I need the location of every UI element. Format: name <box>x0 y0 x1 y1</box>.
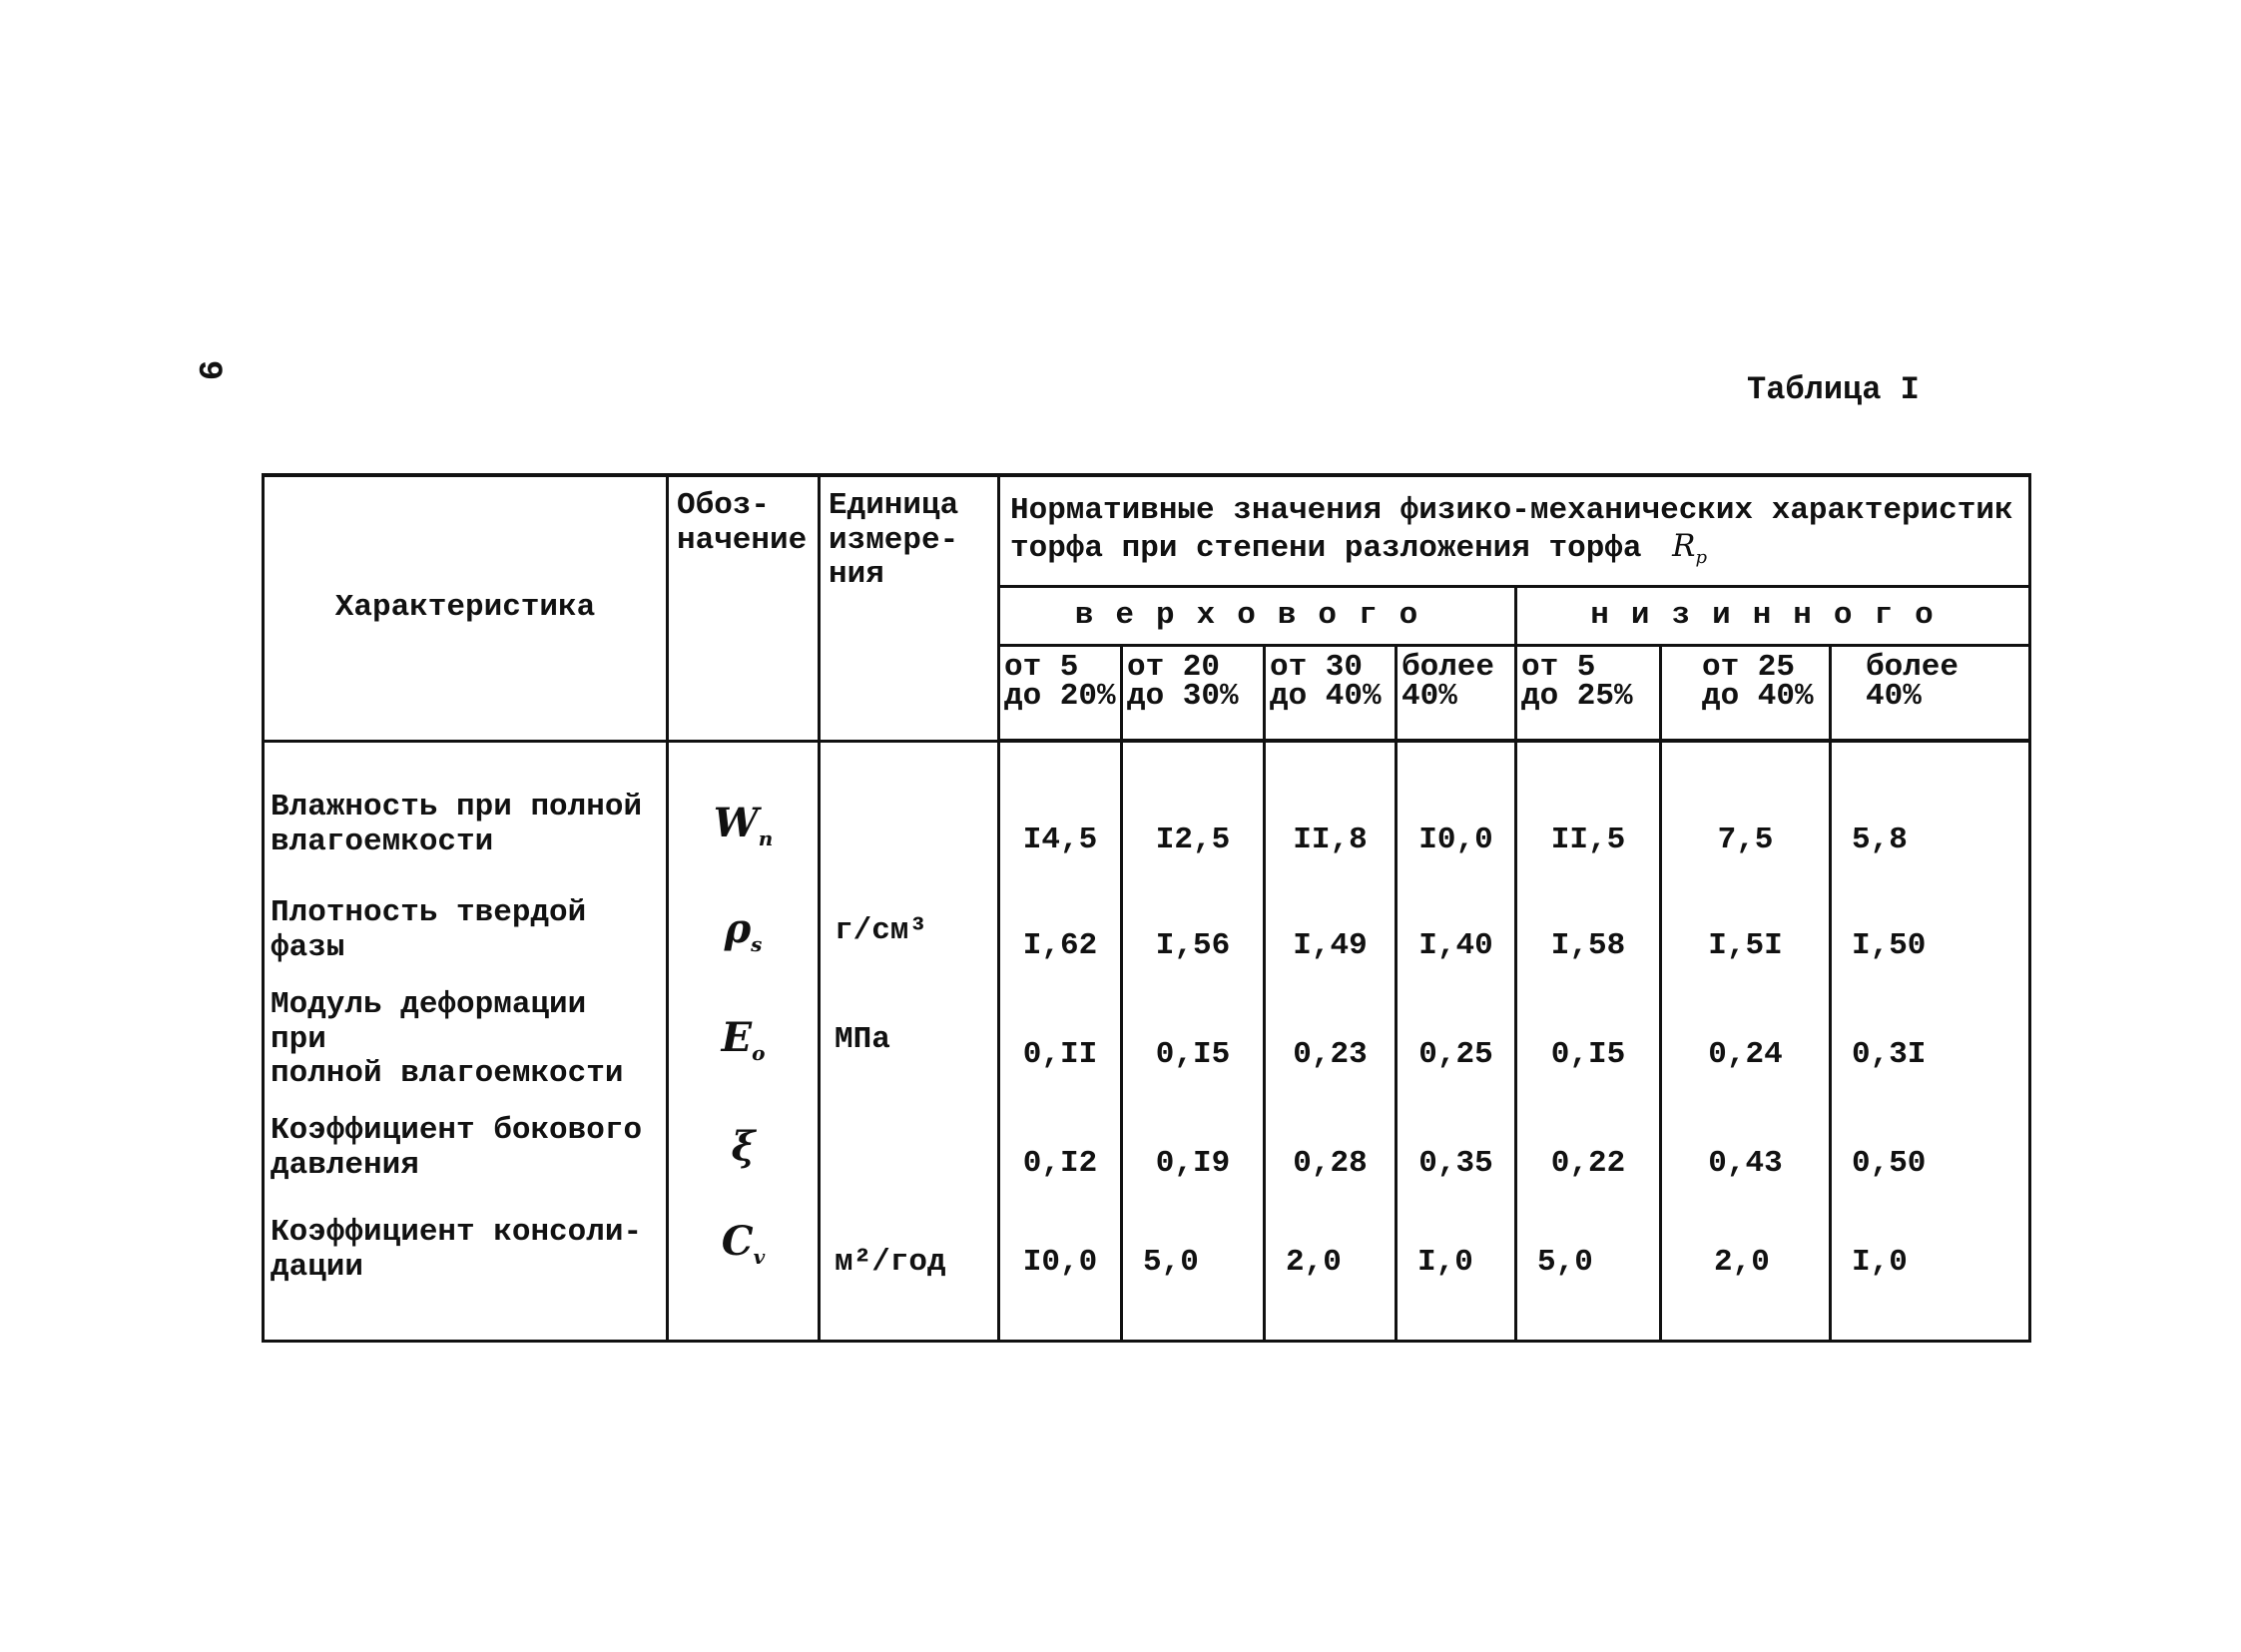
row-symbol-letter: ρ <box>724 904 752 952</box>
table-row <box>264 1096 2030 1202</box>
row-name-line1: Влажность при полной <box>271 790 643 826</box>
row-name-line1: Коэффициент бокового <box>271 1113 643 1149</box>
row-value: I2,5 <box>1122 773 1265 878</box>
row-characteristic <box>264 1096 668 1202</box>
row-value: 0,I9 <box>1122 1096 1265 1202</box>
header-main-symbol-sub: р <box>1695 546 1707 568</box>
row-value: I,62 <box>999 878 1122 984</box>
row-value: 0,I2 <box>999 1096 1122 1202</box>
row-unit <box>820 1096 999 1202</box>
header-characteristic: Характеристика <box>264 475 668 741</box>
header-range-1-line2: до 20% <box>1004 679 1116 715</box>
row-value: I,50 <box>1831 878 2030 984</box>
header-range-2-line1: от 20 <box>1127 650 1221 685</box>
header-main-line1: Нормативные значения физико-механических характеристик <box>1010 492 2013 528</box>
row-characteristic <box>264 1202 668 1342</box>
row-value: 0,28 <box>1265 1096 1397 1202</box>
header-range-2 <box>1122 646 1265 742</box>
header-range-5-line1: от 5 <box>1521 650 1596 685</box>
table-row <box>264 773 2030 878</box>
row-value: 0,II <box>999 984 1122 1096</box>
row-name-line2: полной влагоемкости <box>271 1056 624 1092</box>
row-value: 0,35 <box>1397 1096 1516 1202</box>
row-value: 0,I5 <box>1122 984 1265 1096</box>
row-name-line2: фазы <box>271 930 345 965</box>
header-symbol-line2: начение <box>677 522 808 558</box>
row-name-line1: Модуль деформации при <box>271 987 587 1057</box>
table-row <box>264 878 2030 984</box>
header-symbol-line1: Обоз- <box>677 488 771 523</box>
row-value: 0,22 <box>1516 1096 1661 1202</box>
row-characteristic <box>264 773 668 878</box>
header-unit-line2: измере- <box>829 522 959 558</box>
row-value: I,5I <box>1661 878 1831 984</box>
row-characteristic <box>264 878 668 984</box>
row-value: 0,43 <box>1661 1096 1831 1202</box>
header-range-5-line2: до 25% <box>1521 679 1633 715</box>
row-value: I,0 <box>1831 1202 2030 1342</box>
header-main-symbol <box>1672 527 1707 568</box>
row-unit <box>820 773 999 878</box>
row-symbol <box>668 773 820 878</box>
row-value: 5,8 <box>1831 773 2030 878</box>
row-symbol-letter: C <box>721 1218 754 1266</box>
header-range-1-line1: от 5 <box>1004 650 1079 685</box>
row-value: 0,24 <box>1661 984 1831 1096</box>
row-value: I0,0 <box>1397 773 1516 878</box>
row-characteristic <box>264 984 668 1096</box>
row-value: II,5 <box>1516 773 1661 878</box>
row-symbol-sub: о <box>752 1040 766 1065</box>
header-unit-line3: ния <box>829 557 884 593</box>
row-value: 0,3I <box>1831 984 2030 1096</box>
header-range-6 <box>1661 646 1831 742</box>
row-value: I,56 <box>1122 878 1265 984</box>
page-number: 9 <box>189 359 228 381</box>
row-symbol <box>668 878 820 984</box>
row-value: 5,0 <box>1122 1202 1265 1342</box>
header-unit-line1: Единица <box>829 488 959 523</box>
header-range-3-line2: до 40% <box>1270 679 1382 715</box>
row-value: 0,I5 <box>1516 984 1661 1096</box>
row-value: 7,5 <box>1661 773 1831 878</box>
header-range-7-line2: 40% <box>1866 679 1922 715</box>
row-value: 2,0 <box>1661 1202 1831 1342</box>
header-range-4-line2: 40% <box>1401 679 1457 715</box>
header-symbol <box>668 475 820 741</box>
header-range-3 <box>1265 646 1397 742</box>
row-value: 5,0 <box>1516 1202 1661 1342</box>
row-unit: м²/год <box>820 1202 999 1342</box>
row-symbol <box>668 1096 820 1202</box>
row-symbol <box>668 984 820 1096</box>
header-range-2-line2: до 30% <box>1127 679 1239 715</box>
row-unit: МПа <box>820 984 999 1096</box>
row-value: II,8 <box>1265 773 1397 878</box>
header-range-4-line1: более <box>1401 650 1495 685</box>
row-value: 0,23 <box>1265 984 1397 1096</box>
row-name-line1: Коэффициент консоли- <box>271 1215 643 1251</box>
header-range-6-line1: от 25 <box>1702 650 1796 685</box>
header-main-line2 <box>1010 529 2018 568</box>
row-value: I,40 <box>1397 878 1516 984</box>
header-main-line2-text: торфа при степени разложения торфа <box>1010 530 1642 566</box>
row-value: 0,25 <box>1397 984 1516 1096</box>
row-value: 2,0 <box>1265 1202 1397 1342</box>
row-symbol-letter: ξ <box>731 1122 756 1170</box>
row-symbol-sub: v <box>753 1245 766 1270</box>
row-value: I,49 <box>1265 878 1397 984</box>
header-range-7-line1: более <box>1866 650 1960 685</box>
header-normative-values <box>999 475 2030 587</box>
header-group-upper: верхового <box>999 587 1516 646</box>
row-value: I4,5 <box>999 773 1122 878</box>
row-name-line2: дации <box>271 1249 364 1285</box>
properties-table <box>262 473 2031 1343</box>
header-range-3-line1: от 30 <box>1270 650 1364 685</box>
table-caption: Таблица I <box>1747 371 1920 408</box>
header-range-6-line2: до 40% <box>1702 679 1814 715</box>
header-unit <box>820 475 999 741</box>
header-range-1 <box>999 646 1122 742</box>
row-symbol-letter: W <box>713 799 759 846</box>
row-value: 0,50 <box>1831 1096 2030 1202</box>
table-row <box>264 984 2030 1096</box>
header-group-lower: низинного <box>1516 587 2030 646</box>
row-unit: г/см³ <box>820 878 999 984</box>
header-range-4 <box>1397 646 1516 742</box>
row-name-line2: влагоемкости <box>271 825 494 859</box>
table-row <box>264 1202 2030 1342</box>
header-main-symbol-letter: R <box>1672 527 1696 564</box>
row-symbol-sub: п <box>758 826 774 850</box>
row-value: I0,0 <box>999 1202 1122 1342</box>
row-symbol-sub: s <box>751 931 763 956</box>
row-symbol-letter: E <box>721 1013 753 1061</box>
row-symbol <box>668 1202 820 1342</box>
header-range-5 <box>1516 646 1661 742</box>
spacer-row <box>264 741 2030 773</box>
header-range-7 <box>1831 646 2030 742</box>
row-name-line2: давления <box>271 1148 419 1184</box>
row-value: I,0 <box>1397 1202 1516 1342</box>
row-value: I,58 <box>1516 878 1661 984</box>
row-name-line1: Плотность твердой <box>271 895 587 931</box>
